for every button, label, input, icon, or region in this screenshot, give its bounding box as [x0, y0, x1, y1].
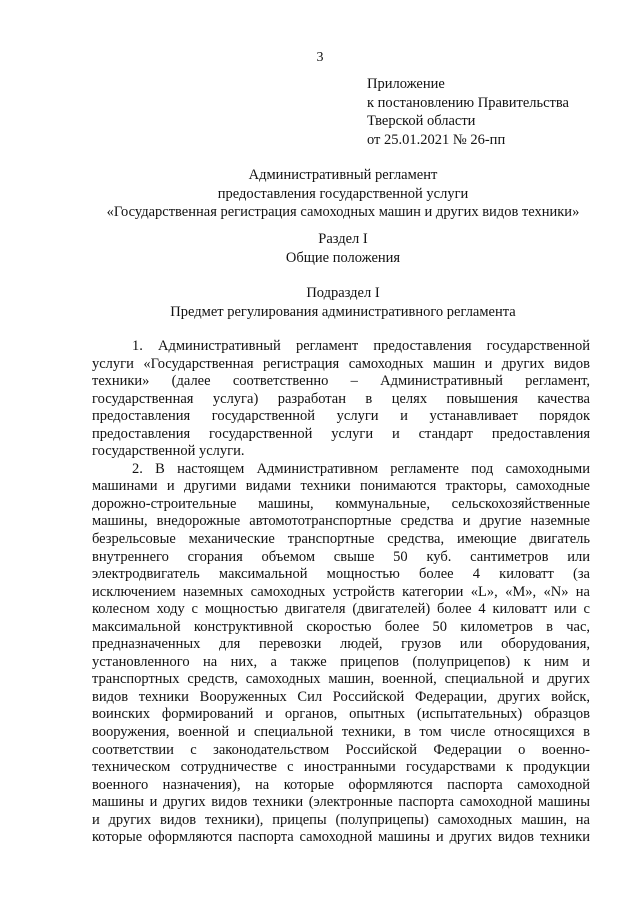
text-line: которые оформляются паспорта самоходной машины и других видов техники — [92, 829, 590, 846]
document-title — [0, 166, 640, 222]
text-line: предоставления государственной услуги и устанавливает порядок — [92, 408, 590, 425]
text-line: машины и других видов техники (электронные паспорта самоходной машины — [92, 794, 590, 811]
text-line: государственной услуги. — [92, 443, 245, 460]
paragraph-2 — [92, 461, 590, 847]
appendix-line: от 25.01.2021 № 26-пп — [367, 131, 506, 148]
text-line: установленного на них, а также прицепов (полуприцепов) к ним и — [92, 653, 590, 670]
appendix-block — [367, 75, 569, 149]
appendix-line: Приложение — [367, 76, 445, 92]
text-line: вооружения, военной и специальной техники, в том числе относящихся в — [92, 724, 590, 741]
text-line: максимальной конструктивной скоростью более 50 километров в час, — [92, 618, 590, 635]
text-line: воинских формирований и органов, опытных (испытательных) образцов — [92, 706, 590, 723]
text-line: дорожно-строительные машины, коммунальные, сельскохозяйственные — [92, 495, 590, 512]
text-line: внутреннего сгорания объемом свыше 50 куб. сантиметров или — [92, 548, 590, 565]
section-heading — [0, 230, 640, 267]
text-line: видов техники Вооруженных Сил Российской Федерации, других войск, — [92, 688, 590, 705]
title-line: предоставления государственной услуги — [217, 185, 469, 202]
text-line: государственная услуга) разработан в целях повышения качества — [92, 390, 590, 407]
text-line: предназначенных для перевозки людей, грузов или оборудования, — [92, 636, 590, 653]
subsection-heading — [0, 284, 640, 321]
paragraph-1 — [92, 338, 590, 461]
text-line: военного назначения), на которые оформляются паспорта самоходной — [92, 776, 590, 793]
text-line: машины, внедорожные автомототранспортные средства и другие наземные — [92, 513, 590, 530]
text-line: электродвигатель максимальной мощностью более 4 киловатт (за — [92, 566, 590, 583]
appendix-line: Тверской области — [367, 113, 476, 129]
text-line: транспортных средств, самоходных машин, военной, специальной и других — [92, 671, 590, 688]
page-number: 3 — [316, 50, 324, 65]
text-line: услуги «Государственная регистрация самоходных машин и других видов — [92, 355, 590, 372]
text-line: колесном ходу с мощностью двигателя (двигателей) более 4 киловатт или с — [92, 601, 590, 618]
subsection-name: Предмет регулирования административного регламента — [170, 303, 516, 320]
text-line: техники» (далее соответственно – Административный регламент, — [92, 373, 590, 390]
text-line: исключением наземных самоходных устройств категории «L», «M», «N» на — [92, 583, 590, 600]
text-line: безрельсовые механические транспортные средства, имеющие двигатель — [92, 531, 590, 548]
text-line: 1. Административный регламент предоставления государственной — [132, 338, 590, 354]
text-line: машинами и другими видами техники понимаются тракторы, самоходные — [92, 478, 590, 495]
document-body — [92, 338, 590, 847]
text-line: и других видов техники), прицепы (полуприцепы) самоходных машин, на — [92, 811, 590, 828]
text-line: предоставления государственной услуги и стандарт предоставления — [92, 425, 590, 442]
section-name: Общие положения — [285, 249, 401, 266]
title-line: Административный регламент — [248, 167, 438, 183]
section-label: Раздел I — [318, 231, 368, 247]
appendix-line: к постановлению Правительства — [367, 94, 569, 111]
text-line: 2. В настоящем Административном регламенте под самоходными — [132, 460, 590, 477]
subsection-label: Подраздел I — [306, 285, 380, 301]
text-line: соответствии с законодательством Российской Федерации о военно- — [92, 741, 590, 758]
text-line: техническом сотрудничестве с иностранными государствами к продукции — [92, 759, 590, 776]
title-line: «Государственная регистрация самоходных машин и других видов техники» — [106, 204, 580, 220]
